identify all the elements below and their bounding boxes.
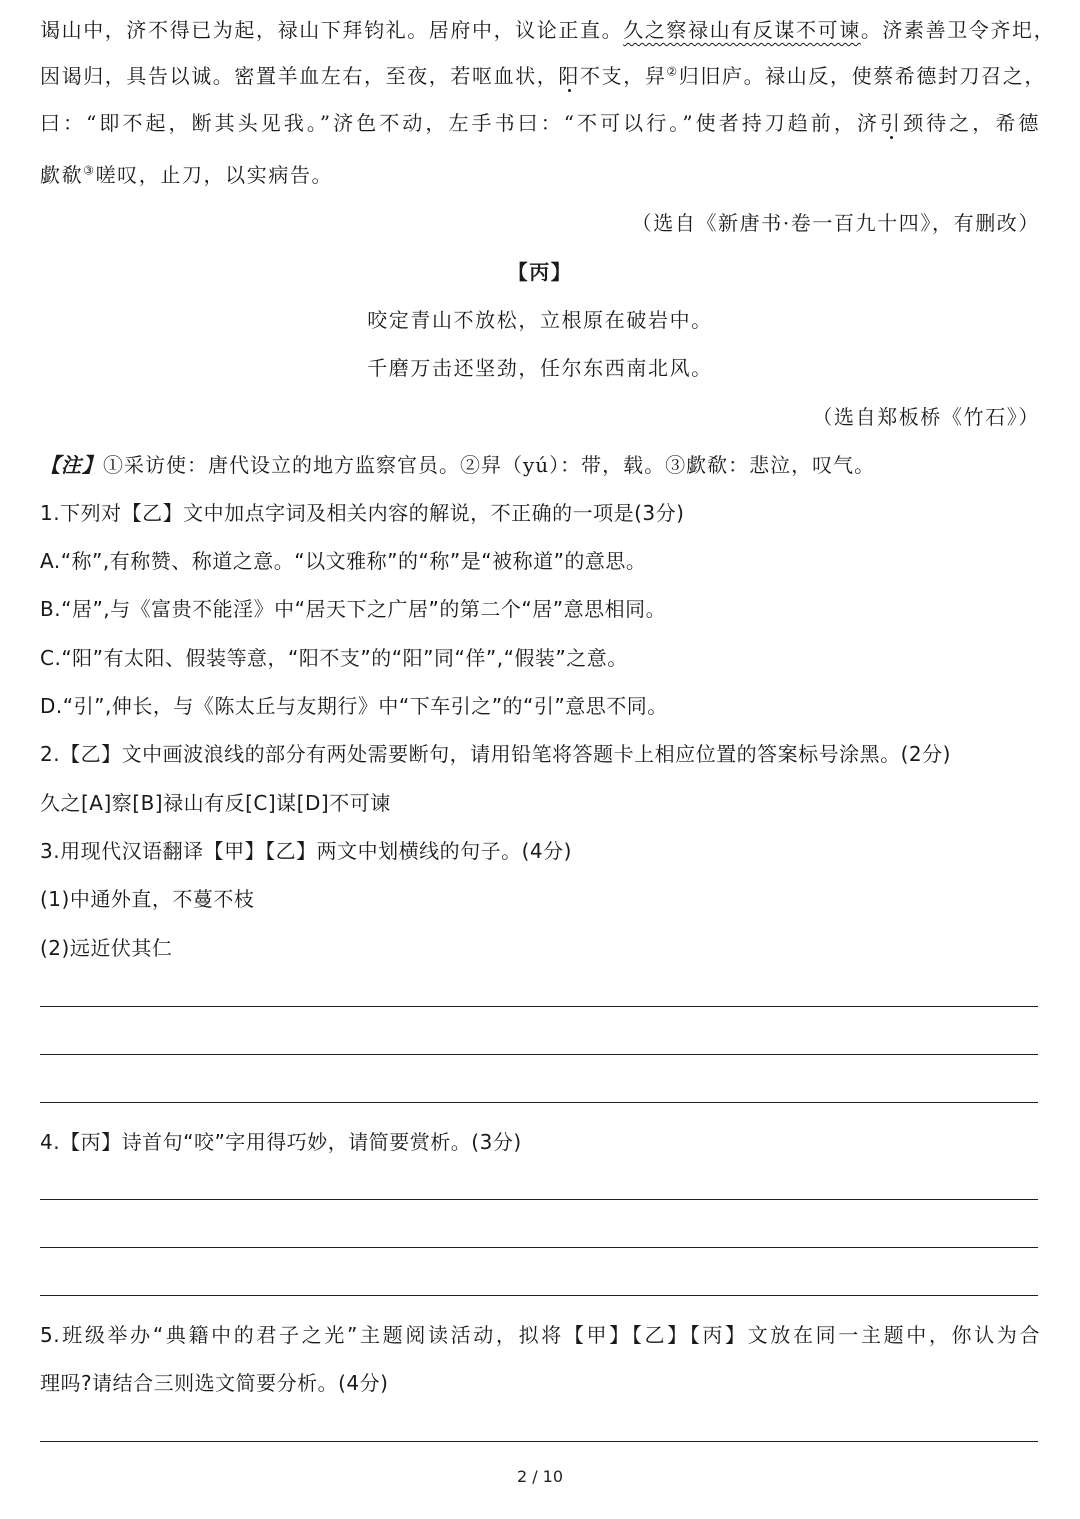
bing-source: （选自郑板桥《竹石》）	[812, 405, 1040, 429]
yi-text-line-3: 曰：“即不起，断其头见我。”济色不动，左手书曰：“不可以行。”使者持刀趋前，济引颈待之，希德	[40, 111, 1040, 135]
notes-text: ①采访使：唐代设立的地方监察官员。②舁（yú）：带，载。③歔欷：悲泣，叹气。	[103, 453, 876, 477]
dotted-char-yin: 引	[880, 111, 904, 135]
notes	[40, 450, 1040, 480]
poem-line-2: 千磨万击还坚劲，任尔东西南北风。	[367, 356, 713, 380]
q4-stem: 4.【丙】诗首句“咬”字用得巧妙，请简要赏析。(3分)	[40, 1130, 522, 1154]
q3-sentence-2: (2)远近伏其仁	[40, 936, 173, 960]
answer-line	[40, 1054, 1038, 1055]
q2-text: 久之[A]察[B]禄山有反[C]谋[D]不可谏	[40, 791, 391, 815]
answer-line	[40, 1247, 1038, 1248]
q1-option-b: B.“居”,与《富贵不能淫》中“居天下之广居”的第二个“居”意思相同。	[40, 597, 667, 621]
yi-source: （选自《新唐书·卷一百九十四》，有删改）	[631, 211, 1040, 235]
q1-option-c: C.“阳”有太阳、假装等意，“阳不支”的“阳”同“佯”,“假装”之意。	[40, 646, 628, 670]
yi-text-line-2: 因谒归，具告以诚。密置羊血左右，至夜，若呕血状，阳不支，舁②归旧庐。禄山反，使蔡希德封刀召之，	[40, 64, 1046, 88]
q3-sentence-1: (1)中通外直，不蔓不枝	[40, 887, 255, 911]
answer-line	[40, 1006, 1038, 1007]
q5-stem-line-2: 理吗?请结合三则选文简要分析。(4分)	[40, 1371, 389, 1395]
dotted-char-yang: 阳	[558, 64, 581, 88]
note-marker-3: ③	[83, 163, 96, 178]
answer-line	[40, 1102, 1038, 1103]
yi-text-line-1: 谒山中，济不得已为起，禄山下拜钧礼。居府中，议论正直。久之察禄山有反谋不可谏。济素善卫令齐圯，	[40, 18, 1056, 42]
note-marker-2: ②	[666, 64, 679, 79]
q1-stem: 1.下列对【乙】文中加点字词及相关内容的解说，不正确的一项是(3分)	[40, 501, 685, 525]
q5-stem-line-1: 5.班级举办“典籍中的君子之光”主题阅读活动，拟将【甲】【乙】【丙】文放在同一主题中，你认为合	[40, 1323, 1040, 1347]
page-number: 2 / 10	[516, 1467, 564, 1486]
q3-stem: 3.用现代汉语翻译【甲】【乙】两文中划横线的句子。(4分)	[40, 839, 572, 863]
notes-label: 【注】	[40, 453, 103, 477]
answer-line	[40, 1199, 1038, 1200]
answer-line	[40, 1295, 1038, 1296]
poem-line-1: 咬定青山不放松，立根原在破岩中。	[367, 308, 713, 332]
bing-heading: 【丙】	[507, 260, 573, 284]
q1-option-d: D.“引”,伸长，与《陈太丘与友期行》中“下车引之”的“引”意思不同。	[40, 694, 668, 718]
q1-option-a: A.“称”,有称赞、称道之意。“以文雅称”的“称”是“被称道”的意思。	[40, 549, 647, 573]
yi-text-line-4: 歔欷③嗟叹，止刀，以实病告。	[40, 163, 334, 187]
answer-line	[40, 1441, 1038, 1442]
q2-stem: 2.【乙】文中画波浪线的部分有两处需要断句，请用铅笔将答题卡上相应位置的答案标号涂黑。(2分)	[40, 742, 951, 766]
wavy-underlined-phrase: 久之察禄山有反谋不可谏	[623, 18, 861, 42]
